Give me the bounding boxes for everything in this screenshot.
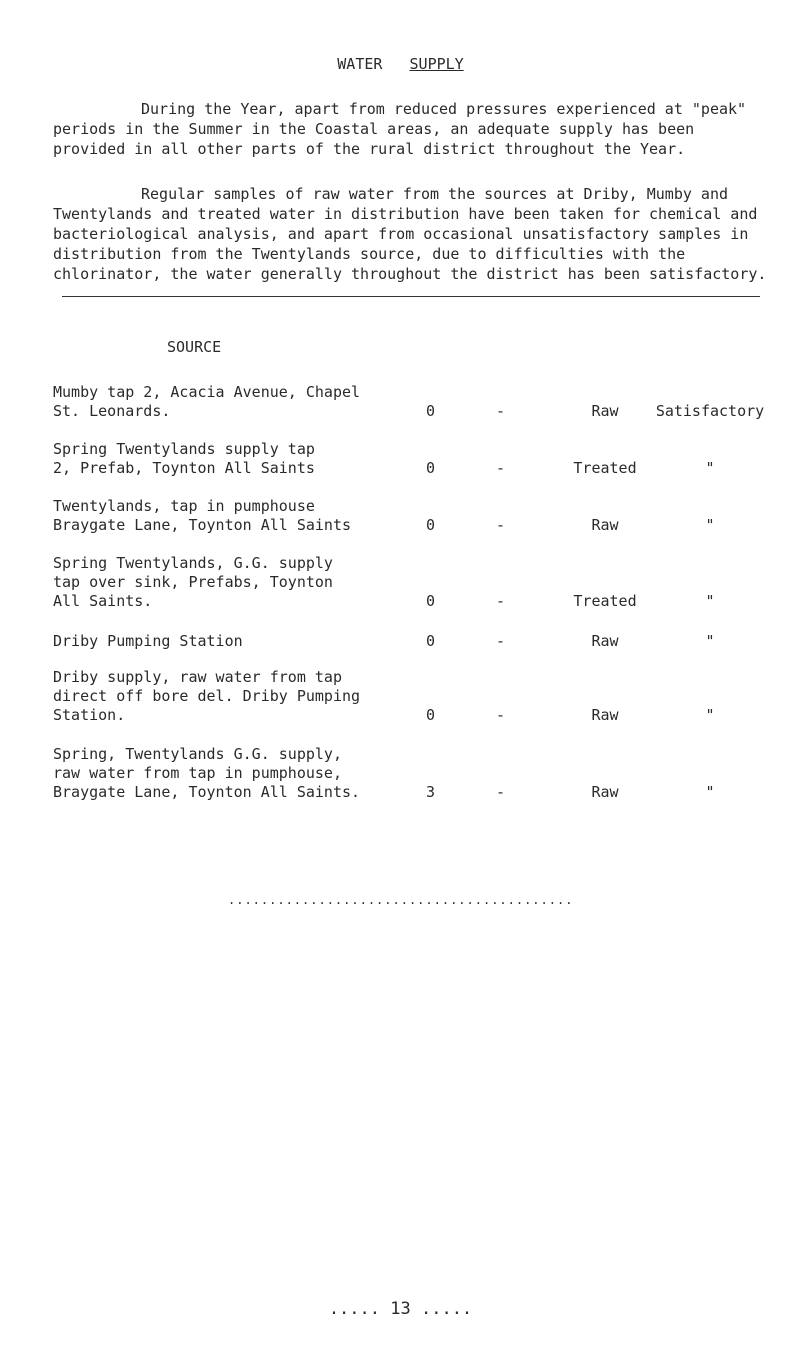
paragraph-2: Regular samples of raw water from the sources at Driby, Mumby and Twentylands and treated water in distribution have been taken for chemical and bacteriological analysis, and apart from occasional unsatisfactory samples in distribution from the Twentylands source, due to difficulties with the chlorinator, the water generally throughout the district has been satisfactory. xyxy=(53,185,767,283)
dash-separator: - xyxy=(496,632,506,650)
sample-count: 0 xyxy=(426,592,436,610)
sample-count: 0 xyxy=(426,632,436,650)
source-line: All Saints. xyxy=(53,592,153,610)
source-description xyxy=(53,668,413,725)
page-footer xyxy=(0,1299,801,1319)
horizontal-rule xyxy=(62,296,760,297)
dash-separator: - xyxy=(496,706,506,724)
result-value: " xyxy=(705,783,715,801)
result-value: " xyxy=(705,592,715,610)
source-line: raw water from tap in pumphouse, xyxy=(53,764,342,782)
water-type: Raw xyxy=(591,632,619,650)
dotted-separator: .......................................... xyxy=(228,893,574,907)
source-line: Driby supply, raw water from tap xyxy=(53,668,342,686)
source-line: Station. xyxy=(53,706,126,724)
dash-separator: - xyxy=(496,516,506,534)
page-title xyxy=(0,55,801,73)
water-type: Raw xyxy=(591,402,619,420)
paragraph-1: During the Year, apart from reduced pressures experienced at "peak" periods in the Summer in the Coastal areas, an adequate supply has been provided in all other parts of the rural district throughout the Year. xyxy=(53,100,747,158)
source-line: Braygate Lane, Toynton All Saints xyxy=(53,516,352,534)
water-type: Treated xyxy=(573,459,637,477)
result-value: " xyxy=(705,632,715,650)
water-type: Raw xyxy=(591,516,619,534)
result-value: " xyxy=(705,459,715,477)
page-number: 13 xyxy=(390,1299,411,1319)
dash-separator: - xyxy=(496,402,506,420)
footer-dots-left: ..... xyxy=(328,1299,380,1319)
source-description xyxy=(53,554,413,611)
source-description xyxy=(53,745,413,802)
footer-dots-right: ..... xyxy=(420,1299,473,1319)
source-description xyxy=(53,440,413,478)
water-type: Treated xyxy=(573,592,637,610)
source-line: Spring Twentylands supply tap xyxy=(53,440,315,458)
source-line: Spring Twentylands, G.G. supply xyxy=(53,554,333,572)
source-line: Braygate Lane, Toynton All Saints. xyxy=(53,783,361,801)
sample-count: 0 xyxy=(426,706,436,724)
source-line: tap over sink, Prefabs, Toynton xyxy=(53,573,333,591)
dash-separator: - xyxy=(496,783,506,801)
title-water: WATER xyxy=(337,55,383,73)
source-description xyxy=(53,383,413,421)
source-line: Twentylands, tap in pumphouse xyxy=(53,497,315,515)
source-line: Driby Pumping Station xyxy=(53,632,243,650)
sample-count: 0 xyxy=(426,459,436,477)
source-column-header: SOURCE xyxy=(167,338,222,356)
result-value: Satisfactory xyxy=(655,402,765,420)
source-line: 2, Prefab, Toynton All Saints xyxy=(53,459,315,477)
sample-count: 0 xyxy=(426,402,436,420)
source-description xyxy=(53,632,413,651)
source-description xyxy=(53,497,413,535)
dash-separator: - xyxy=(496,459,506,477)
source-line: Mumby tap 2, Acacia Avenue, Chapel xyxy=(53,383,361,401)
sample-count: 0 xyxy=(426,516,436,534)
result-value: " xyxy=(705,516,715,534)
water-type: Raw xyxy=(591,706,619,724)
title-supply: SUPPLY xyxy=(409,55,464,73)
source-line: direct off bore del. Driby Pumping xyxy=(53,687,361,705)
sample-count: 3 xyxy=(426,783,436,801)
source-line: St. Leonards. xyxy=(53,402,171,420)
result-value: " xyxy=(705,706,715,724)
source-line: Spring, Twentylands G.G. supply, xyxy=(53,745,342,763)
dash-separator: - xyxy=(496,592,506,610)
water-type: Raw xyxy=(591,783,619,801)
